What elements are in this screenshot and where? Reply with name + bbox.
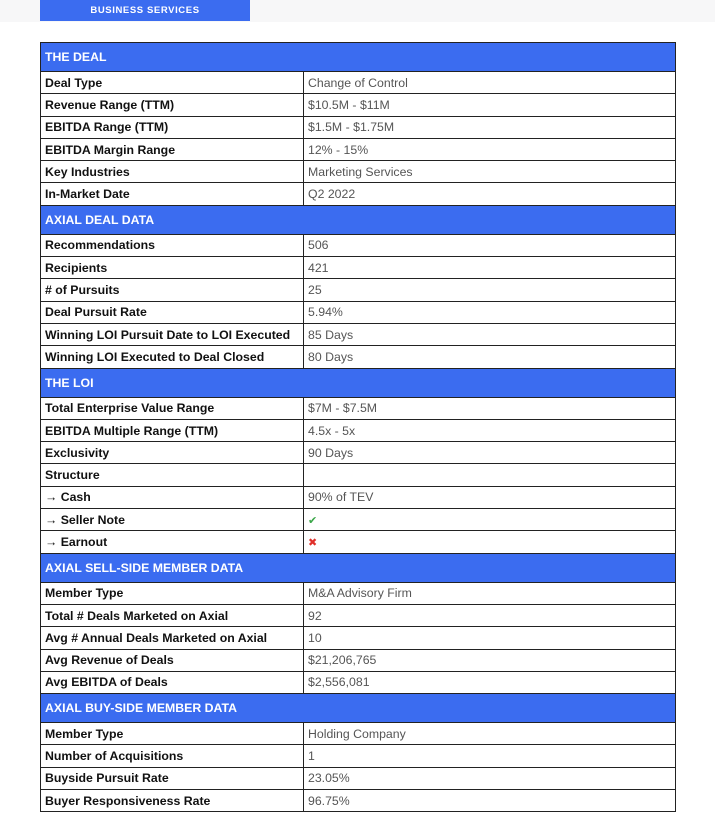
table-row: EBITDA Range (TTM) $1.5M - $1.75M <box>41 116 676 138</box>
table-row: Number of Acquisitions 1 <box>41 745 676 767</box>
table-row: Avg # Annual Deals Marketed on Axial 10 <box>41 627 676 649</box>
section-header-the-loi: THE LOI <box>41 368 676 397</box>
table-row: EBITDA Margin Range 12% - 15% <box>41 138 676 160</box>
table-row: Recipients 421 <box>41 257 676 279</box>
section-header-sell-side: AXIAL SELL-SIDE MEMBER DATA <box>41 553 676 582</box>
table-row: Total Enterprise Value Range $7M - $7.5M <box>41 397 676 419</box>
section-header-the-deal: THE DEAL <box>41 43 676 72</box>
section-header-buy-side: AXIAL BUY-SIDE MEMBER DATA <box>41 694 676 723</box>
table-row: Winning LOI Pursuit Date to LOI Executed 85 Days <box>41 323 676 345</box>
table-row: In-Market Date Q2 2022 <box>41 183 676 205</box>
table-row: Buyer Responsiveness Rate 96.75% <box>41 790 676 812</box>
section-header-axial-deal-data: AXIAL DEAL DATA <box>41 205 676 234</box>
table-row: Key Industries Marketing Services <box>41 161 676 183</box>
table-row: EBITDA Multiple Range (TTM) 4.5x - 5x <box>41 419 676 441</box>
table-row-seller-note: → Seller Note ✔ <box>41 509 676 531</box>
category-badge: BUSINESS SERVICES <box>40 0 250 21</box>
deal-table <box>40 42 676 812</box>
table-row: Buyside Pursuit Rate 23.05% <box>41 767 676 789</box>
table-row-cash: → Cash 90% of TEV <box>41 486 676 508</box>
table-row: Deal Type Change of Control <box>41 72 676 94</box>
table-row: Recommendations 506 <box>41 234 676 256</box>
table-row: Total # Deals Marketed on Axial 92 <box>41 604 676 626</box>
table-row: # of Pursuits 25 <box>41 279 676 301</box>
table-row: Deal Pursuit Rate 5.94% <box>41 301 676 323</box>
table-row: Avg EBITDA of Deals $2,556,081 <box>41 671 676 693</box>
table-row: Avg Revenue of Deals $21,206,765 <box>41 649 676 671</box>
table-row: Exclusivity 90 Days <box>41 442 676 464</box>
table-row-earnout: → Earnout ✖ <box>41 531 676 553</box>
table-row: Winning LOI Executed to Deal Closed 80 Days <box>41 346 676 368</box>
check-icon: ✔ <box>308 514 318 527</box>
table-row: Member Type M&A Advisory Firm <box>41 582 676 604</box>
table-row: Revenue Range (TTM) $10.5M - $11M <box>41 94 676 116</box>
table-row: Member Type Holding Company <box>41 723 676 745</box>
table-row-structure: Structure <box>41 464 676 486</box>
cross-icon: ✖ <box>308 536 318 549</box>
